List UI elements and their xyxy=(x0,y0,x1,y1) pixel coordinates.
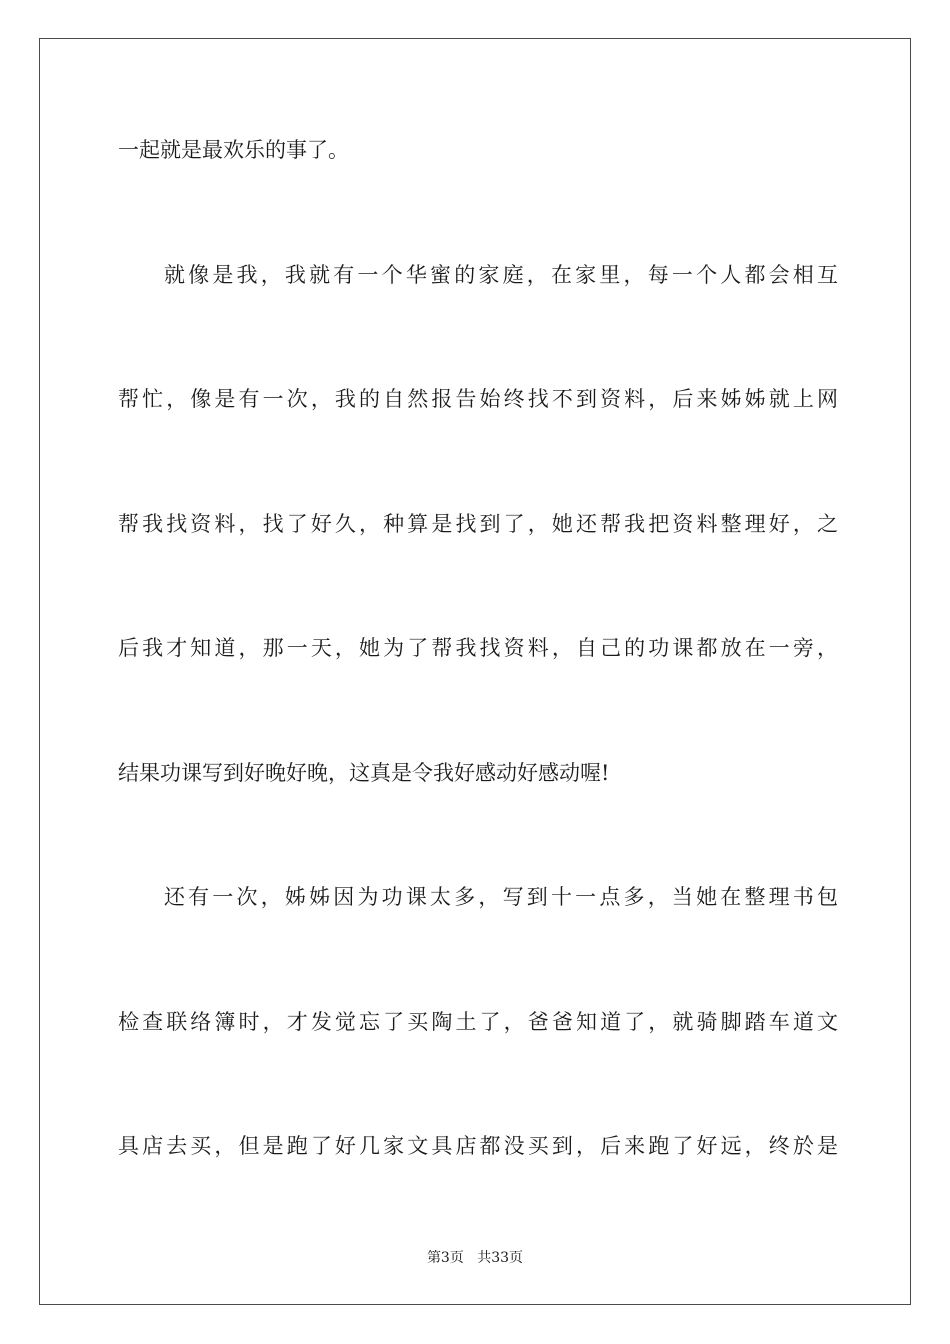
text-line-3: 帮忙，像是有一次，我的自然报告始终找不到资料，后来姊姊就上网 xyxy=(118,387,838,411)
page-total: 共33页 xyxy=(477,1250,524,1266)
page-footer xyxy=(0,1247,950,1267)
text-line-7: 还有一次，姊姊因为功课太多，写到十一点多，当她在整理书包 xyxy=(164,885,838,909)
text-line-4: 帮我找资料，找了好久，种算是找到了，她还帮我把资料整理好，之 xyxy=(118,512,838,536)
page-border xyxy=(39,38,911,1305)
text-line-6: 结果功课写到好晚好晚，这真是令我好感动好感动喔! xyxy=(118,761,610,785)
text-line-5: 后我才知道，那一天，她为了帮我找资料，自己的功课都放在一旁， xyxy=(118,636,838,660)
text-line-9: 具店去买，但是跑了好几家文具店都没买到，后来跑了好远，终於是 xyxy=(118,1134,838,1158)
text-line-2: 就像是我，我就有一个华蜜的家庭，在家里，每一个人都会相互 xyxy=(164,263,838,287)
text-line-1: 一起就是最欢乐的事了。 xyxy=(118,138,349,162)
text-line-8: 检查联络簿时，才发觉忘了买陶土了，爸爸知道了，就骑脚踏车道文 xyxy=(118,1010,838,1034)
page-number: 第3页 xyxy=(426,1250,464,1266)
